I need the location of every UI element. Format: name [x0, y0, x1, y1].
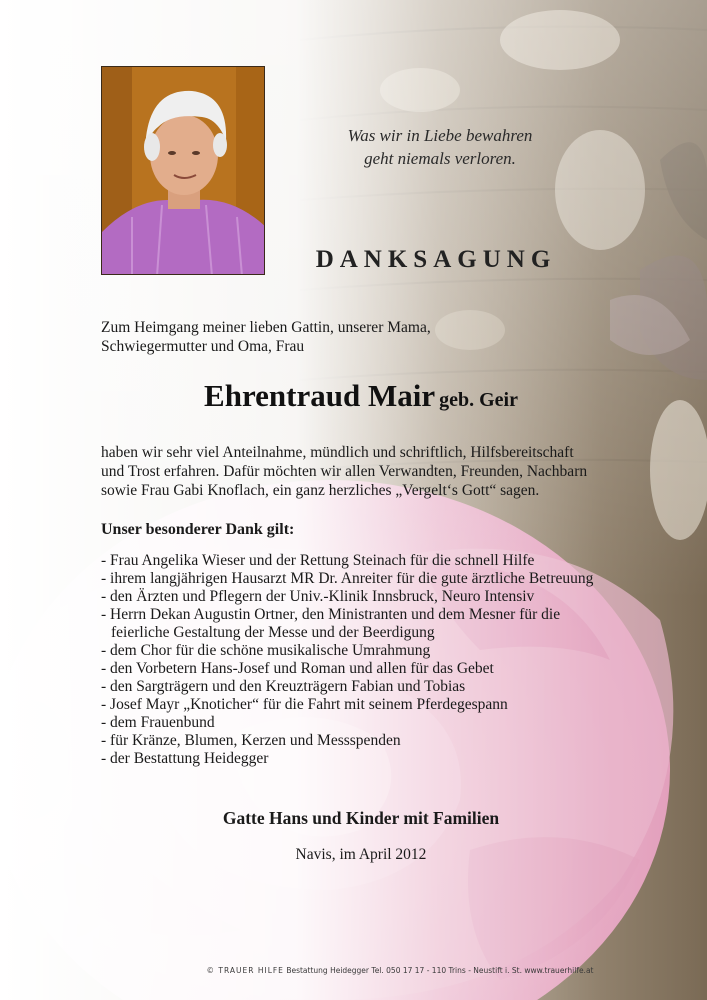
list-item: - dem Frauenbund [101, 714, 215, 731]
list-item: - Herrn Dekan Augustin Ortner, den Ministranten und dem Mesner für die feierliche Gestaltung der Messe und der Beerdigung [101, 606, 561, 641]
quote-line-1: Was wir in Liebe bewahren [347, 126, 533, 145]
list-item: - den Sargträgern und den Kreuzträgern Fabian und Tobias [101, 678, 466, 695]
list-item: - den Ärzten und Pflegern der Univ.-Klinik Innsbruck, Neuro Intensiv [101, 588, 535, 605]
body-line-3: sowie Frau Gabi Knoflach, ein ganz herzliches „Vergelt‘s Gott“ sagen. [101, 482, 540, 499]
place-date: Navis, im April 2012 [295, 846, 427, 863]
intro-line-2: Schwiegermutter und Oma, Frau [101, 338, 305, 355]
list-item: - ihrem langjährigen Hausarzt MR Dr. Anreiter für die gute ärztliche Betreuung [101, 570, 594, 587]
quote-line-2: geht niemals verloren. [364, 149, 516, 168]
list-item: - Frau Angelika Wieser und der Rettung Steinach für die schnell Hilfe [101, 552, 535, 569]
deceased-name: Ehrentraud Mair [204, 378, 436, 413]
signature: Gatte Hans und Kinder mit Familien [222, 808, 500, 828]
footer [150, 966, 650, 975]
body-line-2: und Trost erfahren. Dafür möchten wir allen Verwandten, Freunden, Nachbarn [101, 463, 588, 480]
body-text [101, 443, 621, 500]
body-line-1: haben wir sehr viel Anteilnahme, mündlich und schriftlich, Hilfsbereitschaft [101, 444, 574, 461]
list-item: - dem Chor für die schöne musikalische Umrahmung [101, 642, 431, 659]
footer-text: Bestattung Heidegger Tel. 050 17 17 - 110 Trins - Neustift i. St. www.trauerhilfe.at [286, 966, 594, 975]
intro-text [101, 318, 621, 356]
intro-line-1: Zum Heimgang meiner lieben Gattin, unserer Mama, [101, 319, 431, 336]
portrait-photo [101, 66, 265, 275]
footer-brand: © TRAUER HILFE [206, 966, 284, 975]
list-item: - der Bestattung Heidegger [101, 750, 269, 767]
page-title: DANKSAGUNG [315, 246, 557, 273]
memorial-quote [290, 124, 590, 170]
list-item: - Josef Mayr „Knoticher“ für die Fahrt mit seinem Pferdegespann [101, 696, 508, 713]
list-item: - den Vorbetern Hans-Josef und Roman und allen für das Gebet [101, 660, 494, 677]
list-item: - für Kränze, Blumen, Kerzen und Messspenden [101, 732, 401, 749]
thanks-list [101, 552, 621, 768]
thanks-heading: Unser besonderer Dank gilt: [101, 521, 295, 538]
deceased-name-line [101, 378, 621, 414]
maiden-name: geb. Geir [439, 389, 518, 411]
